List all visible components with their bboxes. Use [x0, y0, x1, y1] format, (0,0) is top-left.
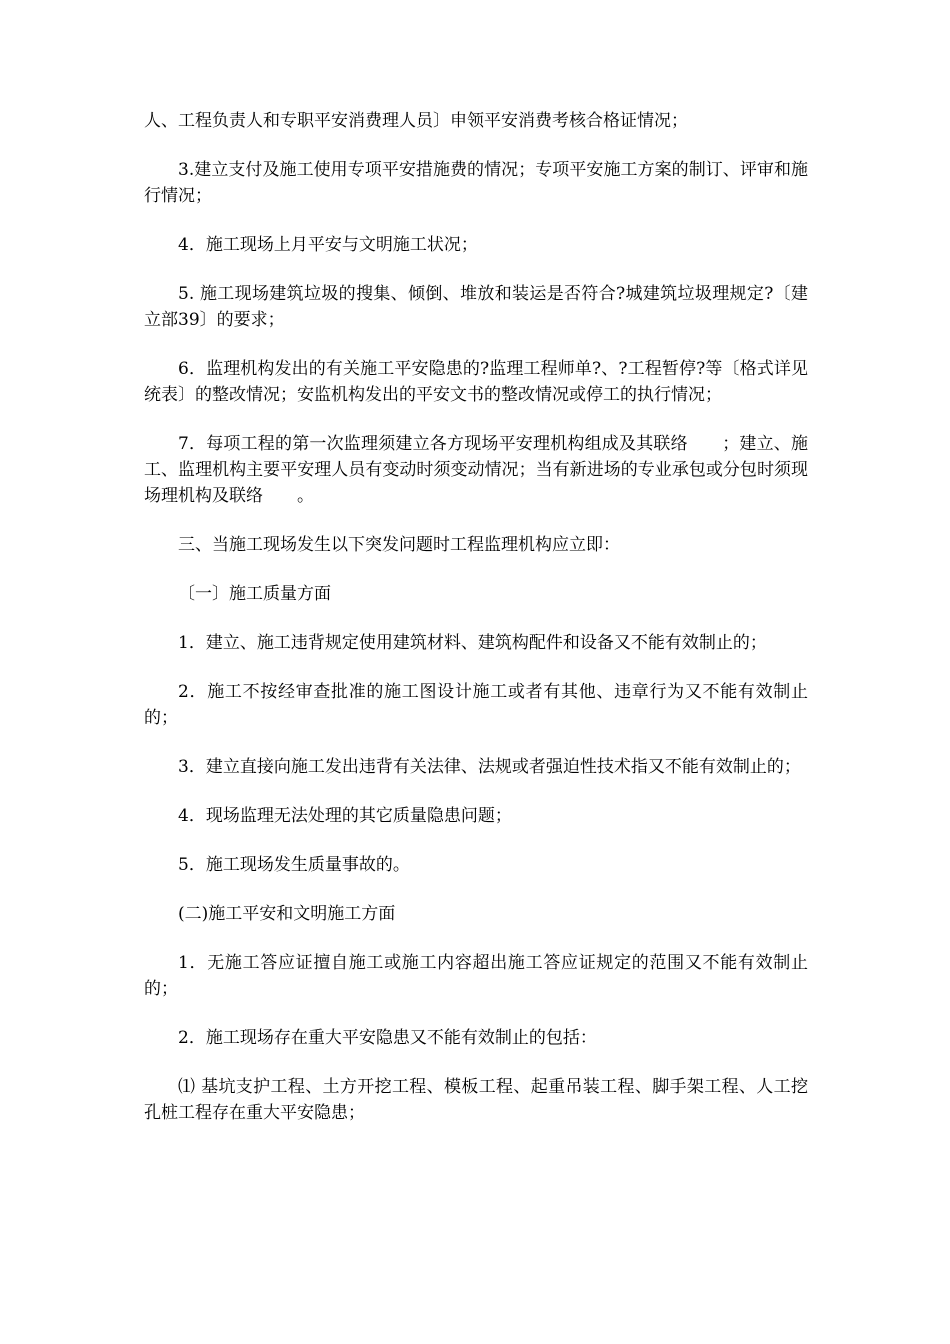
quality-item-5: 5．施工现场发生质量事故的。	[178, 855, 410, 875]
section-heading-3: 三、当施工现场发生以下突发问题时工程监理机构应立即：	[178, 535, 620, 555]
subsection-heading-safety: (二)施工平安和文明施工方面	[178, 904, 396, 924]
subsection-heading-quality: 〔一〕施工质量方面	[178, 584, 331, 604]
paragraph-continued: 人、工程负责人和专职平安消费理人员〕申领平安消费考核合格证情况；	[144, 111, 688, 131]
paragraph-item-5: 5. 施工现场建筑垃圾的搜集、倾倒、堆放和装运是否符合?城建筑垃圾理规定?〔建立部39〕的要求；	[144, 284, 808, 330]
quality-item-4: 4．现场监理无法处理的其它质量隐患问题；	[178, 806, 512, 826]
paragraph-item-4: 4．施工现场上月平安与文明施工状况；	[178, 235, 478, 255]
paragraph-item-3: 3.建立支付及施工使用专项平安措施费的情况；专项平安施工方案的制订、评审和施行情况；	[144, 160, 808, 206]
paragraph-item-6: 6．监理机构发出的有关施工平安隐患的?监理工程师单?、?工程暂停?等〔格式详见统表〕的整改情况；安监机构发出的平安文书的整改情况或停工的执行情况；	[144, 359, 808, 405]
quality-item-2: 2．施工不按经审查批准的施工图设计施工或者有其他、违章行为又不能有效制止的；	[144, 682, 808, 728]
document-body	[144, 108, 808, 1149]
safety-item-1: 1．无施工答应证擅自施工或施工内容超出施工答应证规定的范围又不能有效制止的；	[144, 953, 808, 999]
paragraph-item-7: 7．每项工程的第一次监理须建立各方现场平安理机构组成及其联络 ；建立、施工、监理机构主要平安理人员有变动时须变动情况；当有新进场的专业承包或分包时须现场理机构及联络 。	[144, 434, 808, 506]
quality-item-1: 1．建立、施工违背规定使用建筑材料、建筑构配件和设备又不能有效制止的；	[178, 633, 767, 653]
quality-item-3: 3．建立直接向施工发出违背有关法律、法规或者强迫性技术指又不能有效制止的；	[178, 757, 801, 777]
safety-item-2: 2．施工现场存在重大平安隐患又不能有效制止的包括：	[178, 1028, 597, 1048]
safety-item-2-1: ⑴ 基坑支护工程、土方开挖工程、模板工程、起重吊装工程、脚手架工程、人工挖孔桩工程存在重大平安隐患；	[144, 1077, 808, 1123]
